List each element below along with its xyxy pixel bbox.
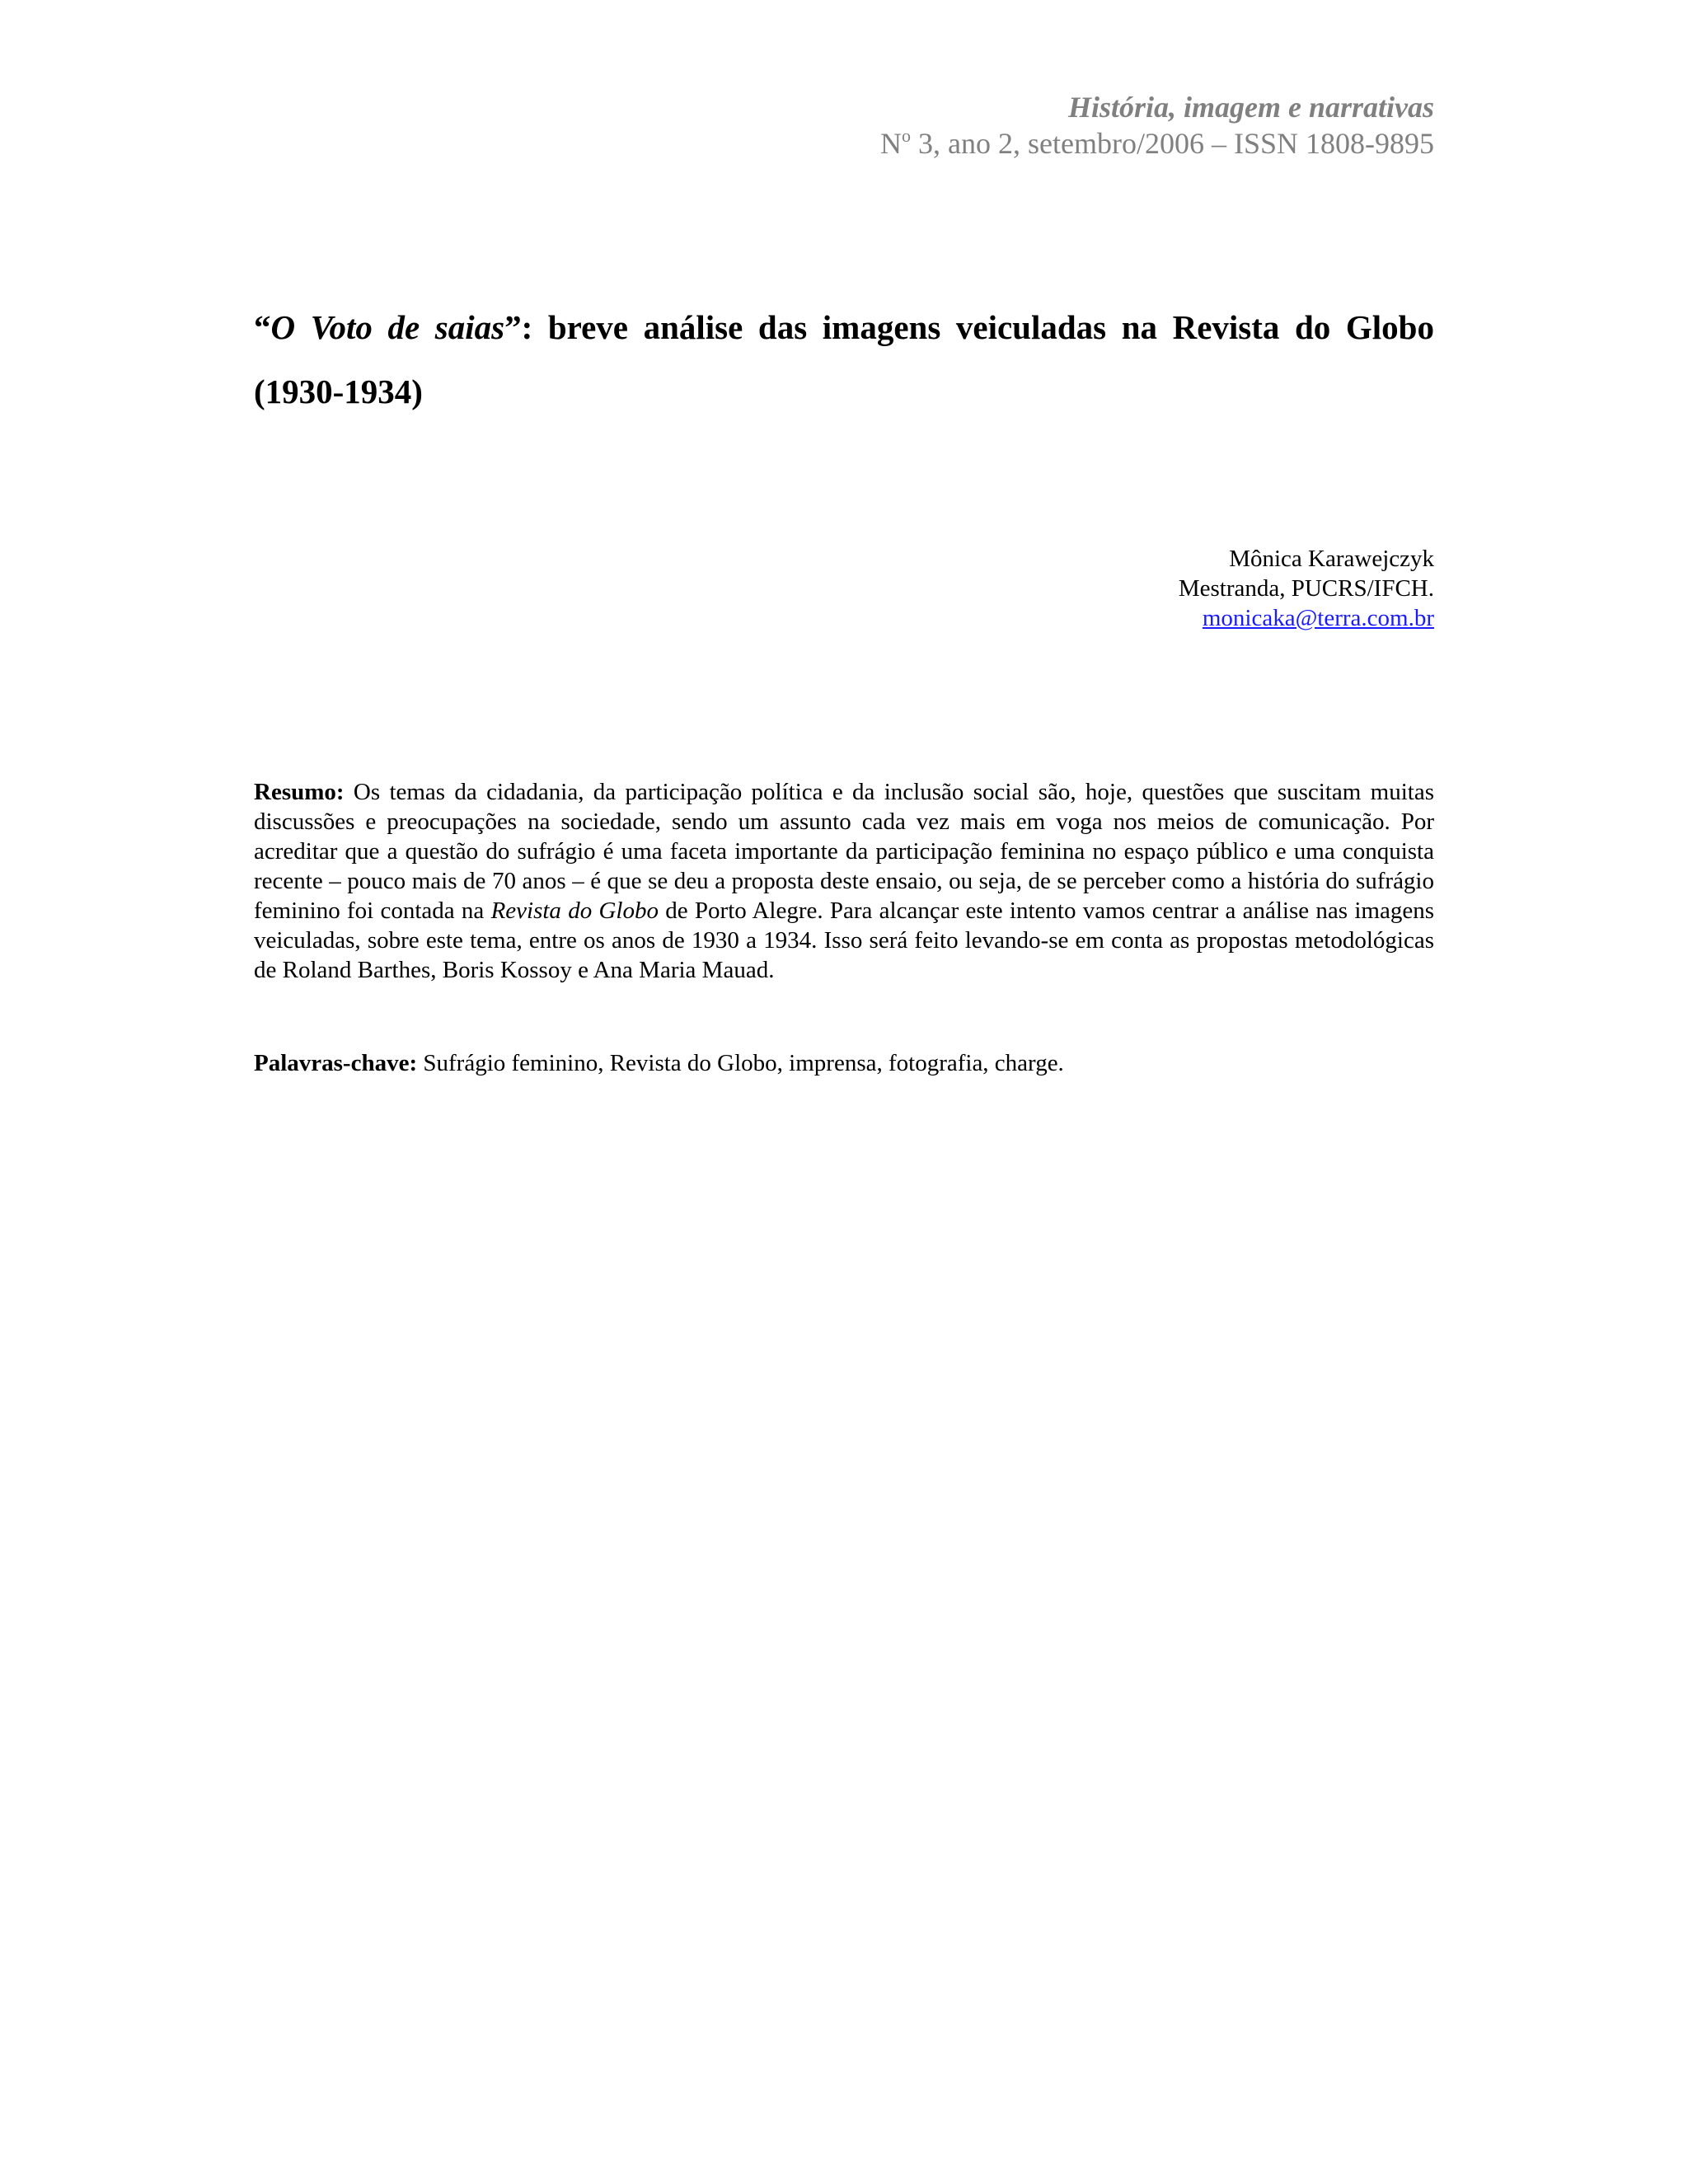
abstract-text-part2: de Porto Alegre. Para alcançar este intento vamos centrar a análise nas imagens veiculadas, sobre este tema, entre os anos de 1930 a 1934. Isso será feito levando-se em conta as propostas metodológicas de Roland Barthes, Boris Kossoy e Ana Maria Mauad. [254, 898, 1434, 983]
abstract-text-part1: Os temas da cidadania, da participação política e da inclusão social são, hoje, questões que suscitam muitas discussões e preocupações na sociedade, sendo um assunto cada vez mais em voga nos meios de comunicação. Por acreditar que a questão do sufrágio é uma faceta importante da participação feminina no espaço público e uma conquista recente – pouco mais de 70 anos – é que se deu a proposta deste ensaio, ou seja, de se perceber como a história do sufrágio feminino foi contada na [254, 779, 1434, 924]
title-italic-part: O Voto de saias [270, 308, 505, 346]
author-name: Mônica Karawejczyk [1229, 546, 1434, 572]
article-title [254, 295, 1434, 424]
abstract-text-italic: Revista do Globo [490, 898, 659, 924]
issue-prefix: N [880, 127, 903, 160]
abstract-paragraph [254, 777, 1434, 985]
journal-name: História, imagem e narrativas [1067, 91, 1434, 124]
title-rest: ”: breve análise das imagens veiculadas na Revista do Globo (1930-1934) [254, 308, 1434, 410]
author-block [1179, 544, 1434, 633]
abstract-label: Resumo: [254, 779, 345, 805]
keywords-label: Palavras-chave: [254, 1050, 418, 1076]
author-affiliation: Mestranda, PUCRS/IFCH. [1178, 575, 1434, 602]
journal-issue-line [880, 125, 1434, 162]
issue-details: 3, ano 2, setembro/2006 – ISSN 1808-9895 [911, 127, 1434, 160]
journal-header [880, 89, 1434, 162]
title-open-quote: “ [254, 308, 271, 346]
author-email-link[interactable]: monicaka@terra.com.br [1202, 605, 1434, 631]
keywords-paragraph [254, 1048, 1434, 1078]
keywords-text: Sufrágio feminino, Revista do Globo, imprensa, fotografia, charge. [417, 1050, 1064, 1076]
issue-superscript: o [902, 125, 912, 146]
